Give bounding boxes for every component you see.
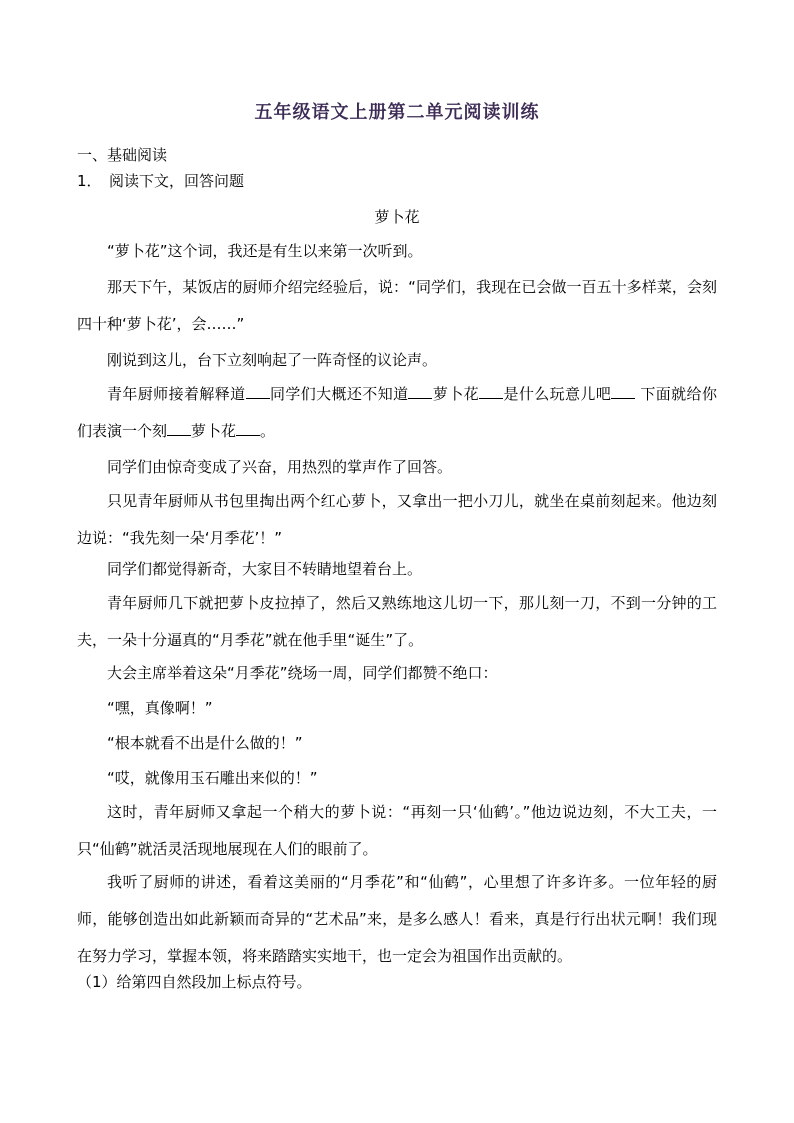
paragraph-6: 只见青年厨师从书包里掏出两个红心萝卜，又拿出一把小刀儿，就坐在桌前刻起来。他边刻边说：“我先刻一朵‘月季花’！” [77, 492, 717, 547]
paragraph-8: 青年厨师几下就把萝卜皮拉掉了，然后又熟练地这儿切一下，那儿刻一刀，不到一分钟的工夫，一朵十分逼真的“月季花”就在他手里“诞生”了。 [77, 594, 717, 649]
fill-blank-5[interactable] [167, 421, 191, 436]
blank-text-3: 萝卜花 [432, 385, 480, 403]
paragraph-4-with-blanks [77, 376, 717, 450]
blank-text-2: 同学们大概还不知道 [269, 385, 409, 403]
fill-blank-4[interactable] [611, 384, 635, 399]
blank-text-1: 青年厨师接着解释道 [107, 385, 246, 403]
question-prompt: 阅读下文，回答问题 [109, 172, 245, 190]
document-title: 五年级语文上册第二单元阅读训练 [254, 102, 540, 123]
question-number: 1． [77, 172, 102, 190]
blank-text-7: 。 [260, 422, 276, 440]
fill-blank-1[interactable] [246, 384, 270, 399]
paragraph-7: 同学们都觉得新奇，大家目不转睛地望着台上。 [107, 560, 423, 578]
fill-blank-3[interactable] [479, 384, 503, 399]
story-title: 萝卜花 [374, 208, 420, 226]
quote-1: “嘿，真像啊！” [107, 699, 213, 717]
section-heading: 一、基础阅读 [77, 146, 168, 164]
quote-3: “哎，就像用玉石雕出来似的！” [107, 769, 318, 787]
paragraph-5: 同学们由惊奇变成了兴奋，用热烈的掌声作了回答。 [107, 458, 453, 476]
paragraph-2: 那天下午，某饭店的厨师介绍完经验后，说：“同学们，我现在已会做一百五十多样菜，会刻四十种‘萝卜花’，会……” [77, 278, 717, 333]
blank-text-6: 萝卜花 [191, 422, 237, 440]
sub-question-1: （1）给第四自然段加上标点符号。 [77, 973, 312, 991]
paragraph-3: 刚说到这儿，台下立刻响起了一阵奇怪的议论声。 [107, 351, 438, 369]
paragraph-9: 大会主席举着这朵“月季花”绕场一周，同学们都赞不绝口： [107, 664, 498, 682]
paragraph-10: 这时，青年厨师又拿起一个稍大的萝卜说：“再刻一只‘仙鹤’。”他边说边刻，不大工夫，一只“仙鹤”就活灵活现地展现在人们的眼前了。 [77, 803, 717, 858]
blank-text-5: 下面就给你们表演一个刻 [77, 385, 717, 440]
fill-blank-2[interactable] [408, 384, 432, 399]
blank-text-4: 是什么玩意儿吧 [503, 385, 612, 403]
fill-blank-6[interactable] [236, 421, 260, 436]
quote-2: “根本就看不出是什么做的！” [107, 734, 303, 752]
paragraph-1: “萝卜花”这个词，我还是有生以来第一次听到。 [107, 242, 423, 260]
paragraph-11: 我听了厨师的讲述，看着这美丽的“月季花”和“仙鹤”，心里想了许多许多。一位年轻的厨师，能够创造出如此新颖而奇异的“艺术品”来，是多么感人！看来，真是行行出状元啊！我们现在努力学习，掌握本领，将来踏踏实实地干，也一定会为祖国作出贡献的。 [77, 873, 717, 965]
